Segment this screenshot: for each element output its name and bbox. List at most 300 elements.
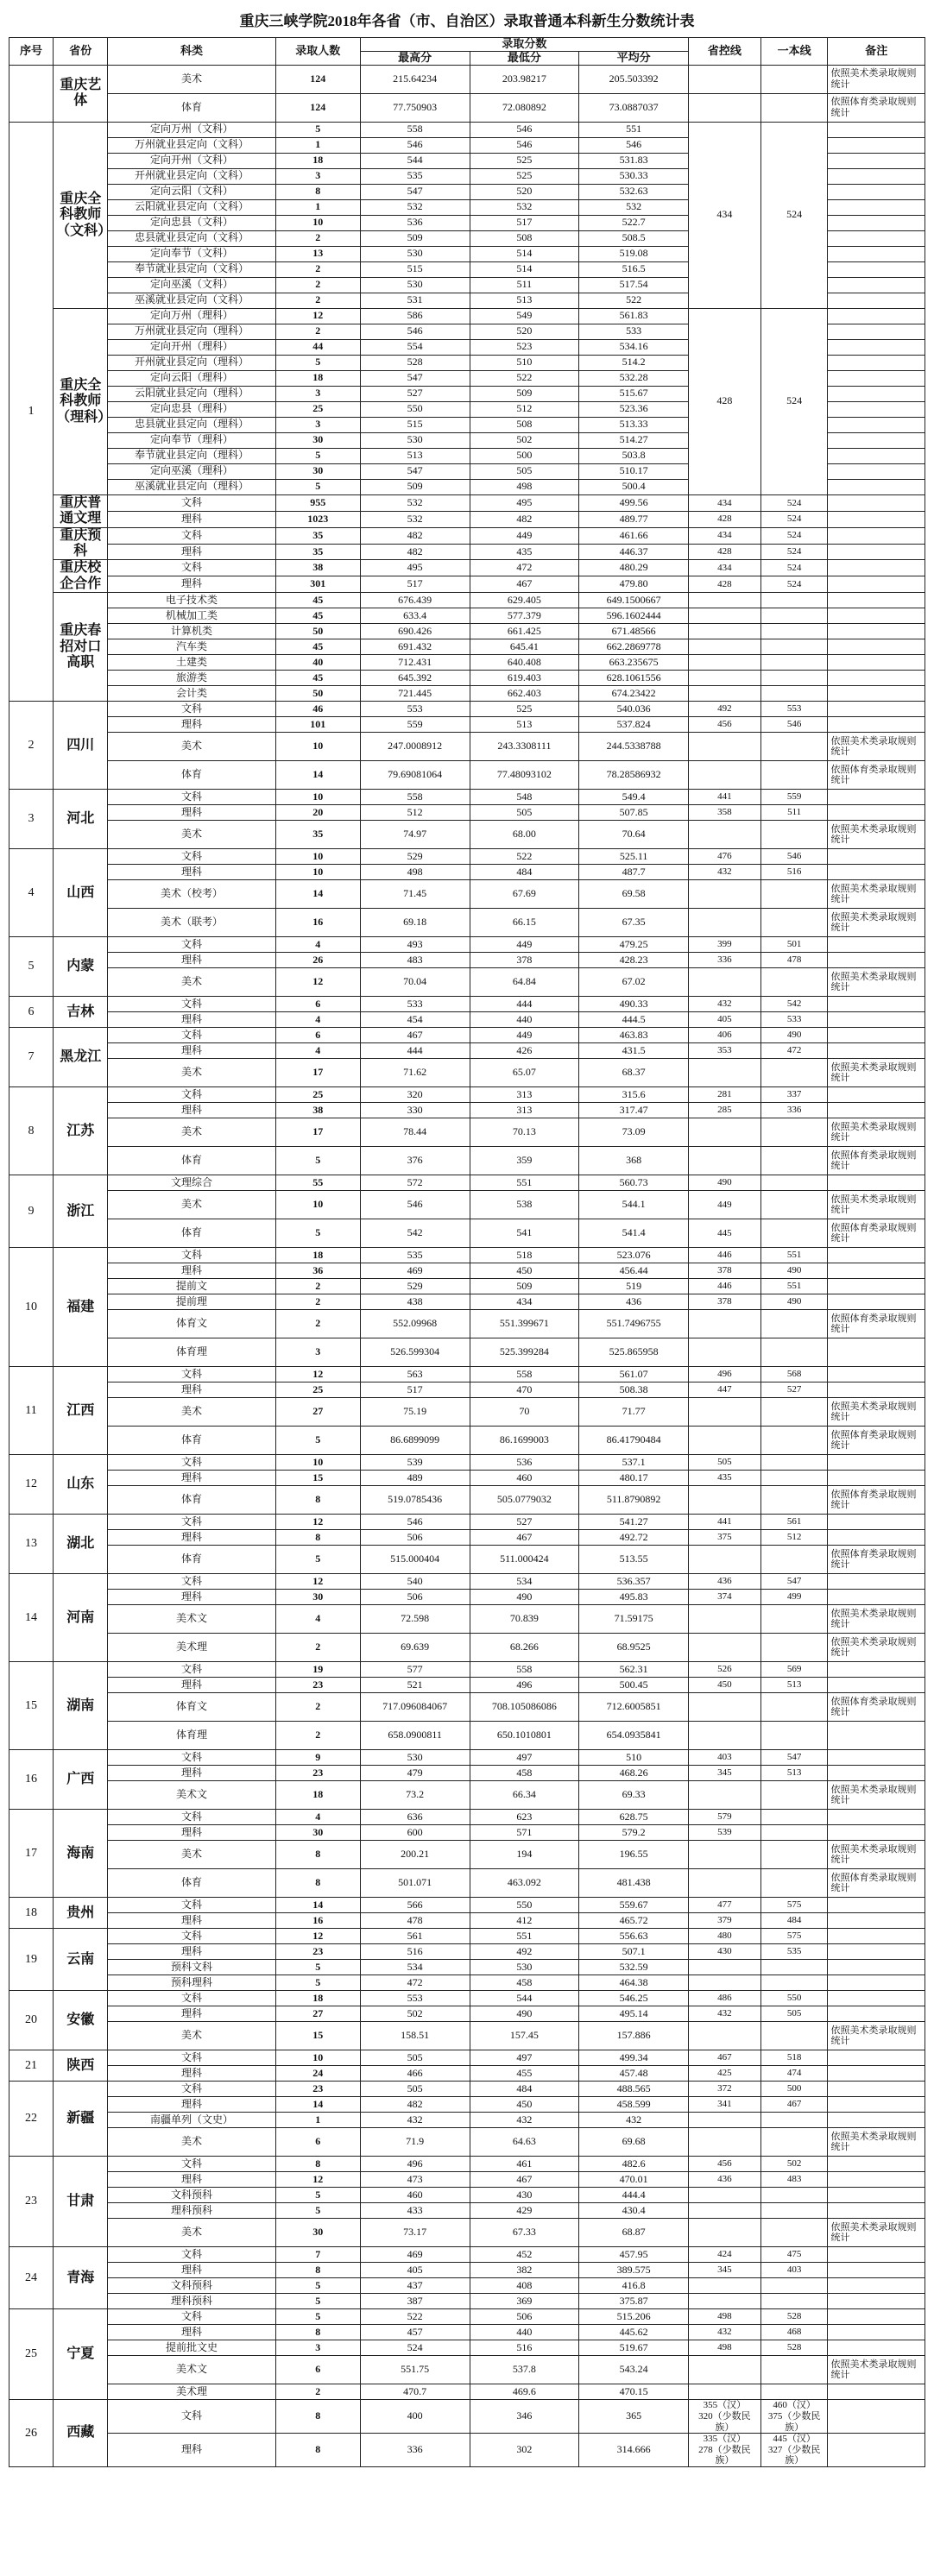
category-cell: 美术理 (108, 1634, 275, 1662)
note-cell (828, 1382, 925, 1398)
max-score-cell: 509 (360, 230, 470, 246)
category-cell: 文科 (108, 2400, 275, 2434)
table-row (9, 2400, 925, 2434)
min-score-cell: 313 (470, 1103, 579, 1118)
category-cell: 文科 (108, 790, 275, 805)
enrolled-cell: 8 (275, 2325, 360, 2340)
avg-score-cell: 431.5 (579, 1043, 689, 1059)
category-cell: 美术 (108, 821, 275, 849)
table-row (9, 761, 925, 790)
min-score-cell: 66.15 (470, 909, 579, 937)
avg-score-cell: 430.4 (579, 2203, 689, 2219)
table-row (9, 1898, 925, 1913)
enrolled-cell: 23 (275, 1766, 360, 1781)
max-score-cell: 73.2 (360, 1781, 470, 1810)
min-score-cell: 571 (470, 1825, 579, 1841)
max-score-cell: 529 (360, 849, 470, 865)
table-row (9, 1781, 925, 1810)
min-score-cell: 66.34 (470, 1781, 579, 1810)
max-score-cell: 563 (360, 1367, 470, 1382)
avg-score-cell: 551.7496755 (579, 1310, 689, 1338)
enrolled-cell: 3 (275, 168, 360, 184)
seq-cell: 12 (9, 1455, 54, 1515)
note-cell (828, 849, 925, 865)
note-cell (828, 639, 925, 655)
min-score-cell: 520 (470, 324, 579, 339)
min-score-cell: 359 (470, 1147, 579, 1175)
max-score-cell: 483 (360, 953, 470, 968)
max-score-cell: 496 (360, 2157, 470, 2172)
note-cell (828, 168, 925, 184)
prov-line-cell: 428 (688, 544, 760, 560)
category-cell: 理科 (108, 1678, 275, 1693)
avg-score-cell: 654.0935841 (579, 1722, 689, 1750)
prov-line-cell (688, 1546, 760, 1574)
avg-score-cell: 556.63 (579, 1929, 689, 1944)
enrolled-cell: 16 (275, 1913, 360, 1929)
avg-score-cell: 514.27 (579, 432, 689, 448)
enrolled-cell: 5 (275, 2188, 360, 2203)
min-score-cell: 194 (470, 1841, 579, 1869)
enrolled-cell: 45 (275, 671, 360, 686)
avg-score-cell: 490.33 (579, 997, 689, 1012)
max-score-cell: 522 (360, 2309, 470, 2325)
first-line-cell (760, 1841, 828, 1869)
max-score-cell: 512 (360, 805, 470, 821)
first-line-cell (760, 65, 828, 93)
first-line-cell: 467 (760, 2097, 828, 2113)
category-cell: 电子技术类 (108, 593, 275, 608)
max-score-cell: 577 (360, 1662, 470, 1678)
prov-line-cell (688, 1118, 760, 1147)
min-score-cell: 484 (470, 2082, 579, 2097)
avg-score-cell: 513.33 (579, 417, 689, 432)
avg-score-cell: 516.5 (579, 261, 689, 277)
note-cell (828, 246, 925, 261)
first-line-cell: 547 (760, 1574, 828, 1590)
enrolled-cell: 18 (275, 153, 360, 168)
min-score-cell: 551 (470, 1175, 579, 1191)
min-score-cell: 346 (470, 2400, 579, 2434)
max-score-cell: 558 (360, 122, 470, 137)
prov-line-cell (688, 65, 760, 93)
first-line-cell: 524 (760, 576, 828, 593)
seq-cell: 7 (9, 1028, 54, 1087)
first-line-cell (760, 2188, 828, 2203)
header-prov-line: 省控线 (688, 38, 760, 66)
avg-score-cell: 492.72 (579, 1530, 689, 1546)
enrolled-cell: 2 (275, 1722, 360, 1750)
enrolled-cell: 5 (275, 1546, 360, 1574)
avg-score-cell: 628.75 (579, 1810, 689, 1825)
first-line-cell: 528 (760, 2309, 828, 2325)
min-score-cell: 432 (470, 2113, 579, 2128)
first-line-cell (760, 1960, 828, 1975)
min-score-cell: 70.13 (470, 1118, 579, 1147)
seq-cell: 13 (9, 1515, 54, 1574)
avg-score-cell: 464.38 (579, 1975, 689, 1991)
table-row (9, 655, 925, 671)
enrolled-cell: 6 (275, 2356, 360, 2384)
enrolled-cell: 2 (275, 324, 360, 339)
max-score-cell: 502 (360, 2006, 470, 2022)
first-line-cell (760, 2128, 828, 2157)
table-row (9, 1087, 925, 1103)
min-score-cell: 482 (470, 511, 579, 527)
avg-score-cell: 532.63 (579, 184, 689, 199)
prov-line-cell: 432 (688, 2006, 760, 2022)
max-score-cell: 721.445 (360, 686, 470, 702)
min-score-cell: 68.266 (470, 1634, 579, 1662)
category-cell: 理科 (108, 1382, 275, 1398)
category-cell: 文科 (108, 2247, 275, 2263)
note-cell (828, 1913, 925, 1929)
table-row (9, 1175, 925, 1191)
table-row (9, 937, 925, 953)
min-score-cell: 449 (470, 1028, 579, 1043)
table-row (9, 511, 925, 527)
category-cell: 美术 (108, 2128, 275, 2157)
avg-score-cell: 157.886 (579, 2022, 689, 2050)
category-cell: 定向开州（理科） (108, 339, 275, 355)
seq-cell: 19 (9, 1929, 54, 1991)
min-score-cell: 435 (470, 544, 579, 560)
enrolled-cell: 10 (275, 790, 360, 805)
category-cell: 理科 (108, 2325, 275, 2340)
note-cell: 依照美术类录取规则统计 (828, 2022, 925, 2050)
avg-score-cell: 470.01 (579, 2172, 689, 2188)
min-score-cell: 623 (470, 1810, 579, 1825)
avg-score-cell: 465.72 (579, 1913, 689, 1929)
table-row (9, 2247, 925, 2263)
max-score-cell: 473 (360, 2172, 470, 2188)
max-score-cell: 550 (360, 401, 470, 417)
seq-cell: 5 (9, 937, 54, 997)
min-score-cell: 369 (470, 2294, 579, 2309)
min-score-cell: 577.379 (470, 608, 579, 624)
max-score-cell: 566 (360, 1898, 470, 1913)
enrolled-cell: 12 (275, 968, 360, 997)
note-cell (828, 686, 925, 702)
prov-line-cell (688, 2219, 760, 2247)
avg-score-cell: 628.1061556 (579, 671, 689, 686)
prov-line-cell: 441 (688, 790, 760, 805)
avg-score-cell: 510.17 (579, 463, 689, 479)
max-score-cell: 551.75 (360, 2356, 470, 2384)
header-first-line: 一本线 (760, 38, 828, 66)
table-row (9, 1590, 925, 1605)
category-cell: 文科 (108, 527, 275, 544)
max-score-cell: 444 (360, 1043, 470, 1059)
max-score-cell: 505 (360, 2050, 470, 2066)
avg-score-cell: 649.1500667 (579, 593, 689, 608)
category-cell: 定向奉节（理科） (108, 432, 275, 448)
first-line-cell: 546 (760, 717, 828, 733)
avg-score-cell: 432 (579, 2113, 689, 2128)
min-score-cell: 467 (470, 576, 579, 593)
enrolled-cell: 12 (275, 1574, 360, 1590)
enrolled-cell: 12 (275, 1929, 360, 1944)
min-score-cell: 70.839 (470, 1605, 579, 1634)
table-row (9, 2263, 925, 2278)
enrolled-cell: 8 (275, 1869, 360, 1898)
avg-score-cell: 70.64 (579, 821, 689, 849)
note-cell (828, 479, 925, 494)
min-score-cell: 460 (470, 1471, 579, 1486)
province-cell: 山西 (54, 849, 108, 937)
avg-score-cell: 515.206 (579, 2309, 689, 2325)
enrolled-cell: 955 (275, 494, 360, 511)
province-cell: 四川 (54, 702, 108, 790)
note-cell (828, 1810, 925, 1825)
avg-score-cell: 205.503392 (579, 65, 689, 93)
first-line-cell (760, 1975, 828, 1991)
max-score-cell: 495 (360, 560, 470, 576)
max-score-cell: 547 (360, 463, 470, 479)
table-row (9, 2384, 925, 2400)
enrolled-cell: 5 (275, 1427, 360, 1455)
min-score-cell: 525 (470, 153, 579, 168)
max-score-cell: 72.598 (360, 1605, 470, 1634)
category-cell: 理科 (108, 865, 275, 880)
category-cell: 文理综合 (108, 1175, 275, 1191)
prov-line-cell: 341 (688, 2097, 760, 2113)
province-cell: 贵州 (54, 1898, 108, 1929)
seq-cell: 11 (9, 1367, 54, 1455)
avg-score-cell: 525.865958 (579, 1338, 689, 1367)
max-score-cell: 489 (360, 1471, 470, 1486)
table-row (9, 593, 925, 608)
note-cell (828, 1590, 925, 1605)
enrolled-cell: 2 (275, 1294, 360, 1310)
note-cell (828, 230, 925, 246)
table-row (9, 997, 925, 1012)
min-score-cell: 512 (470, 401, 579, 417)
prov-line-cell (688, 593, 760, 608)
max-score-cell: 77.750903 (360, 93, 470, 122)
province-cell: 重庆普通文理 (54, 494, 108, 527)
min-score-cell: 313 (470, 1087, 579, 1103)
prov-line-cell: 498 (688, 2309, 760, 2325)
note-cell (828, 1960, 925, 1975)
avg-score-cell: 510 (579, 1750, 689, 1766)
category-cell: 美术文 (108, 2356, 275, 2384)
avg-score-cell: 480.29 (579, 560, 689, 576)
table-row (9, 1546, 925, 1574)
category-cell: 南疆单列（文史） (108, 2113, 275, 2128)
avg-score-cell: 482.6 (579, 2157, 689, 2172)
note-cell (828, 2113, 925, 2128)
avg-score-cell: 508.5 (579, 230, 689, 246)
prov-line-cell: 379 (688, 1913, 760, 1929)
max-score-cell: 676.439 (360, 593, 470, 608)
prov-line-cell: 406 (688, 1028, 760, 1043)
table-row (9, 2022, 925, 2050)
min-score-cell: 661.425 (470, 624, 579, 639)
max-score-cell: 546 (360, 1515, 470, 1530)
avg-score-cell: 375.87 (579, 2294, 689, 2309)
enrolled-cell: 13 (275, 246, 360, 261)
table-row (9, 2097, 925, 2113)
prov-line-cell (688, 909, 760, 937)
first-line-cell (760, 608, 828, 624)
table-row (9, 2356, 925, 2384)
category-cell: 理科 (108, 1825, 275, 1841)
prov-line-cell (688, 655, 760, 671)
table-row (9, 1574, 925, 1590)
prov-line-cell: 375 (688, 1530, 760, 1546)
max-score-cell: 71.45 (360, 880, 470, 909)
min-score-cell: 67.69 (470, 880, 579, 909)
min-score-cell: 506 (470, 2309, 579, 2325)
category-cell: 理科 (108, 1012, 275, 1028)
avg-score-cell: 525.11 (579, 849, 689, 865)
category-cell: 提前理 (108, 1294, 275, 1310)
category-cell: 忠县就业县定向（文科） (108, 230, 275, 246)
min-score-cell: 546 (470, 122, 579, 137)
prov-line-cell (688, 686, 760, 702)
category-cell: 定向巫溪（文科） (108, 277, 275, 293)
prov-line-cell (688, 2356, 760, 2384)
max-score-cell: 432 (360, 2113, 470, 2128)
first-line-cell: 490 (760, 1263, 828, 1279)
min-score-cell: 469.6 (470, 2384, 579, 2400)
min-score-cell: 538 (470, 1191, 579, 1219)
avg-score-cell: 540.036 (579, 702, 689, 717)
first-line-cell (760, 1546, 828, 1574)
max-score-cell: 515.000404 (360, 1546, 470, 1574)
enrolled-cell: 14 (275, 761, 360, 790)
seq-cell: 6 (9, 997, 54, 1028)
max-score-cell: 546 (360, 1191, 470, 1219)
prov-line-cell: 476 (688, 849, 760, 865)
first-line-cell: 553 (760, 702, 828, 717)
prov-line-cell (688, 1634, 760, 1662)
note-cell (828, 2172, 925, 2188)
table-row (9, 1310, 925, 1338)
category-cell: 理科 (108, 1103, 275, 1118)
first-line-cell: 546 (760, 849, 828, 865)
max-score-cell: 633.4 (360, 608, 470, 624)
max-score-cell: 515 (360, 261, 470, 277)
max-score-cell: 247.0008912 (360, 733, 470, 761)
avg-score-cell: 488.565 (579, 2082, 689, 2097)
avg-score-cell: 537.1 (579, 1455, 689, 1471)
first-line-cell (760, 2278, 828, 2294)
avg-score-cell: 67.02 (579, 968, 689, 997)
table-row (9, 671, 925, 686)
avg-score-cell: 551 (579, 122, 689, 137)
min-score-cell: 514 (470, 246, 579, 261)
province-cell: 广西 (54, 1750, 108, 1810)
min-score-cell: 449 (470, 937, 579, 953)
prov-line-cell (688, 2294, 760, 2309)
first-line-cell: 499 (760, 1590, 828, 1605)
table-row (9, 1471, 925, 1486)
category-cell: 理科 (108, 2066, 275, 2082)
category-cell: 文科 (108, 2309, 275, 2325)
note-cell (828, 184, 925, 199)
enrolled-cell: 4 (275, 1012, 360, 1028)
max-score-cell: 530 (360, 432, 470, 448)
enrolled-cell: 24 (275, 2066, 360, 2082)
min-score-cell: 458 (470, 1975, 579, 1991)
min-score-cell: 558 (470, 1367, 579, 1382)
max-score-cell: 498 (360, 865, 470, 880)
max-score-cell: 544 (360, 153, 470, 168)
table-row (9, 1147, 925, 1175)
category-cell: 提前文 (108, 1279, 275, 1294)
table-row (9, 1382, 925, 1398)
note-cell (828, 448, 925, 463)
min-score-cell: 452 (470, 2247, 579, 2263)
enrolled-cell: 16 (275, 909, 360, 937)
enrolled-cell: 101 (275, 717, 360, 733)
avg-score-cell: 444.4 (579, 2188, 689, 2203)
first-line-cell: 403 (760, 2263, 828, 2278)
note-cell (828, 370, 925, 386)
enrolled-cell: 30 (275, 432, 360, 448)
min-score-cell: 541 (470, 1219, 579, 1248)
table-row (9, 1398, 925, 1427)
note-cell: 依照体育类录取规则统计 (828, 1219, 925, 1248)
first-line-cell: 483 (760, 2172, 828, 2188)
category-cell: 文科 (108, 494, 275, 511)
header-enrolled: 录取人数 (275, 38, 360, 66)
enrolled-cell: 5 (275, 2294, 360, 2309)
category-cell: 奉节就业县定向（理科） (108, 448, 275, 463)
min-score-cell: 536 (470, 1455, 579, 1471)
prov-line-cell (688, 1781, 760, 1810)
note-cell (828, 560, 925, 576)
table-row (9, 1515, 925, 1530)
prov-line-cell (688, 1310, 760, 1338)
avg-score-cell: 663.235675 (579, 655, 689, 671)
category-cell: 文科 (108, 997, 275, 1012)
enrolled-cell: 18 (275, 370, 360, 386)
enrolled-cell: 18 (275, 1991, 360, 2006)
first-line-cell (760, 733, 828, 761)
category-cell: 美术（联考） (108, 909, 275, 937)
prov-line-cell (688, 639, 760, 655)
first-line-cell: 559 (760, 790, 828, 805)
enrolled-cell: 2 (275, 230, 360, 246)
enrolled-cell: 18 (275, 1248, 360, 1263)
note-cell: 依照美术类录取规则统计 (828, 1841, 925, 1869)
avg-score-cell: 532 (579, 199, 689, 215)
province-cell: 湖北 (54, 1515, 108, 1574)
avg-score-cell: 523.076 (579, 1248, 689, 1263)
enrolled-cell: 5 (275, 2309, 360, 2325)
avg-score-cell: 531.83 (579, 153, 689, 168)
category-cell: 美术 (108, 65, 275, 93)
first-line-cell: 535 (760, 1944, 828, 1960)
min-score-cell: 68.00 (470, 821, 579, 849)
enrolled-cell: 5 (275, 1975, 360, 1991)
max-score-cell: 532 (360, 494, 470, 511)
enrolled-cell: 5 (275, 2203, 360, 2219)
note-cell (828, 2278, 925, 2294)
category-cell: 理科 (108, 1471, 275, 1486)
min-score-cell: 440 (470, 2325, 579, 2340)
table-row (9, 2294, 925, 2309)
table-row (9, 1367, 925, 1382)
enrolled-cell: 12 (275, 2172, 360, 2188)
note-cell (828, 511, 925, 527)
avg-score-cell: 579.2 (579, 1825, 689, 1841)
note-cell (828, 1944, 925, 1960)
min-score-cell: 408 (470, 2278, 579, 2294)
